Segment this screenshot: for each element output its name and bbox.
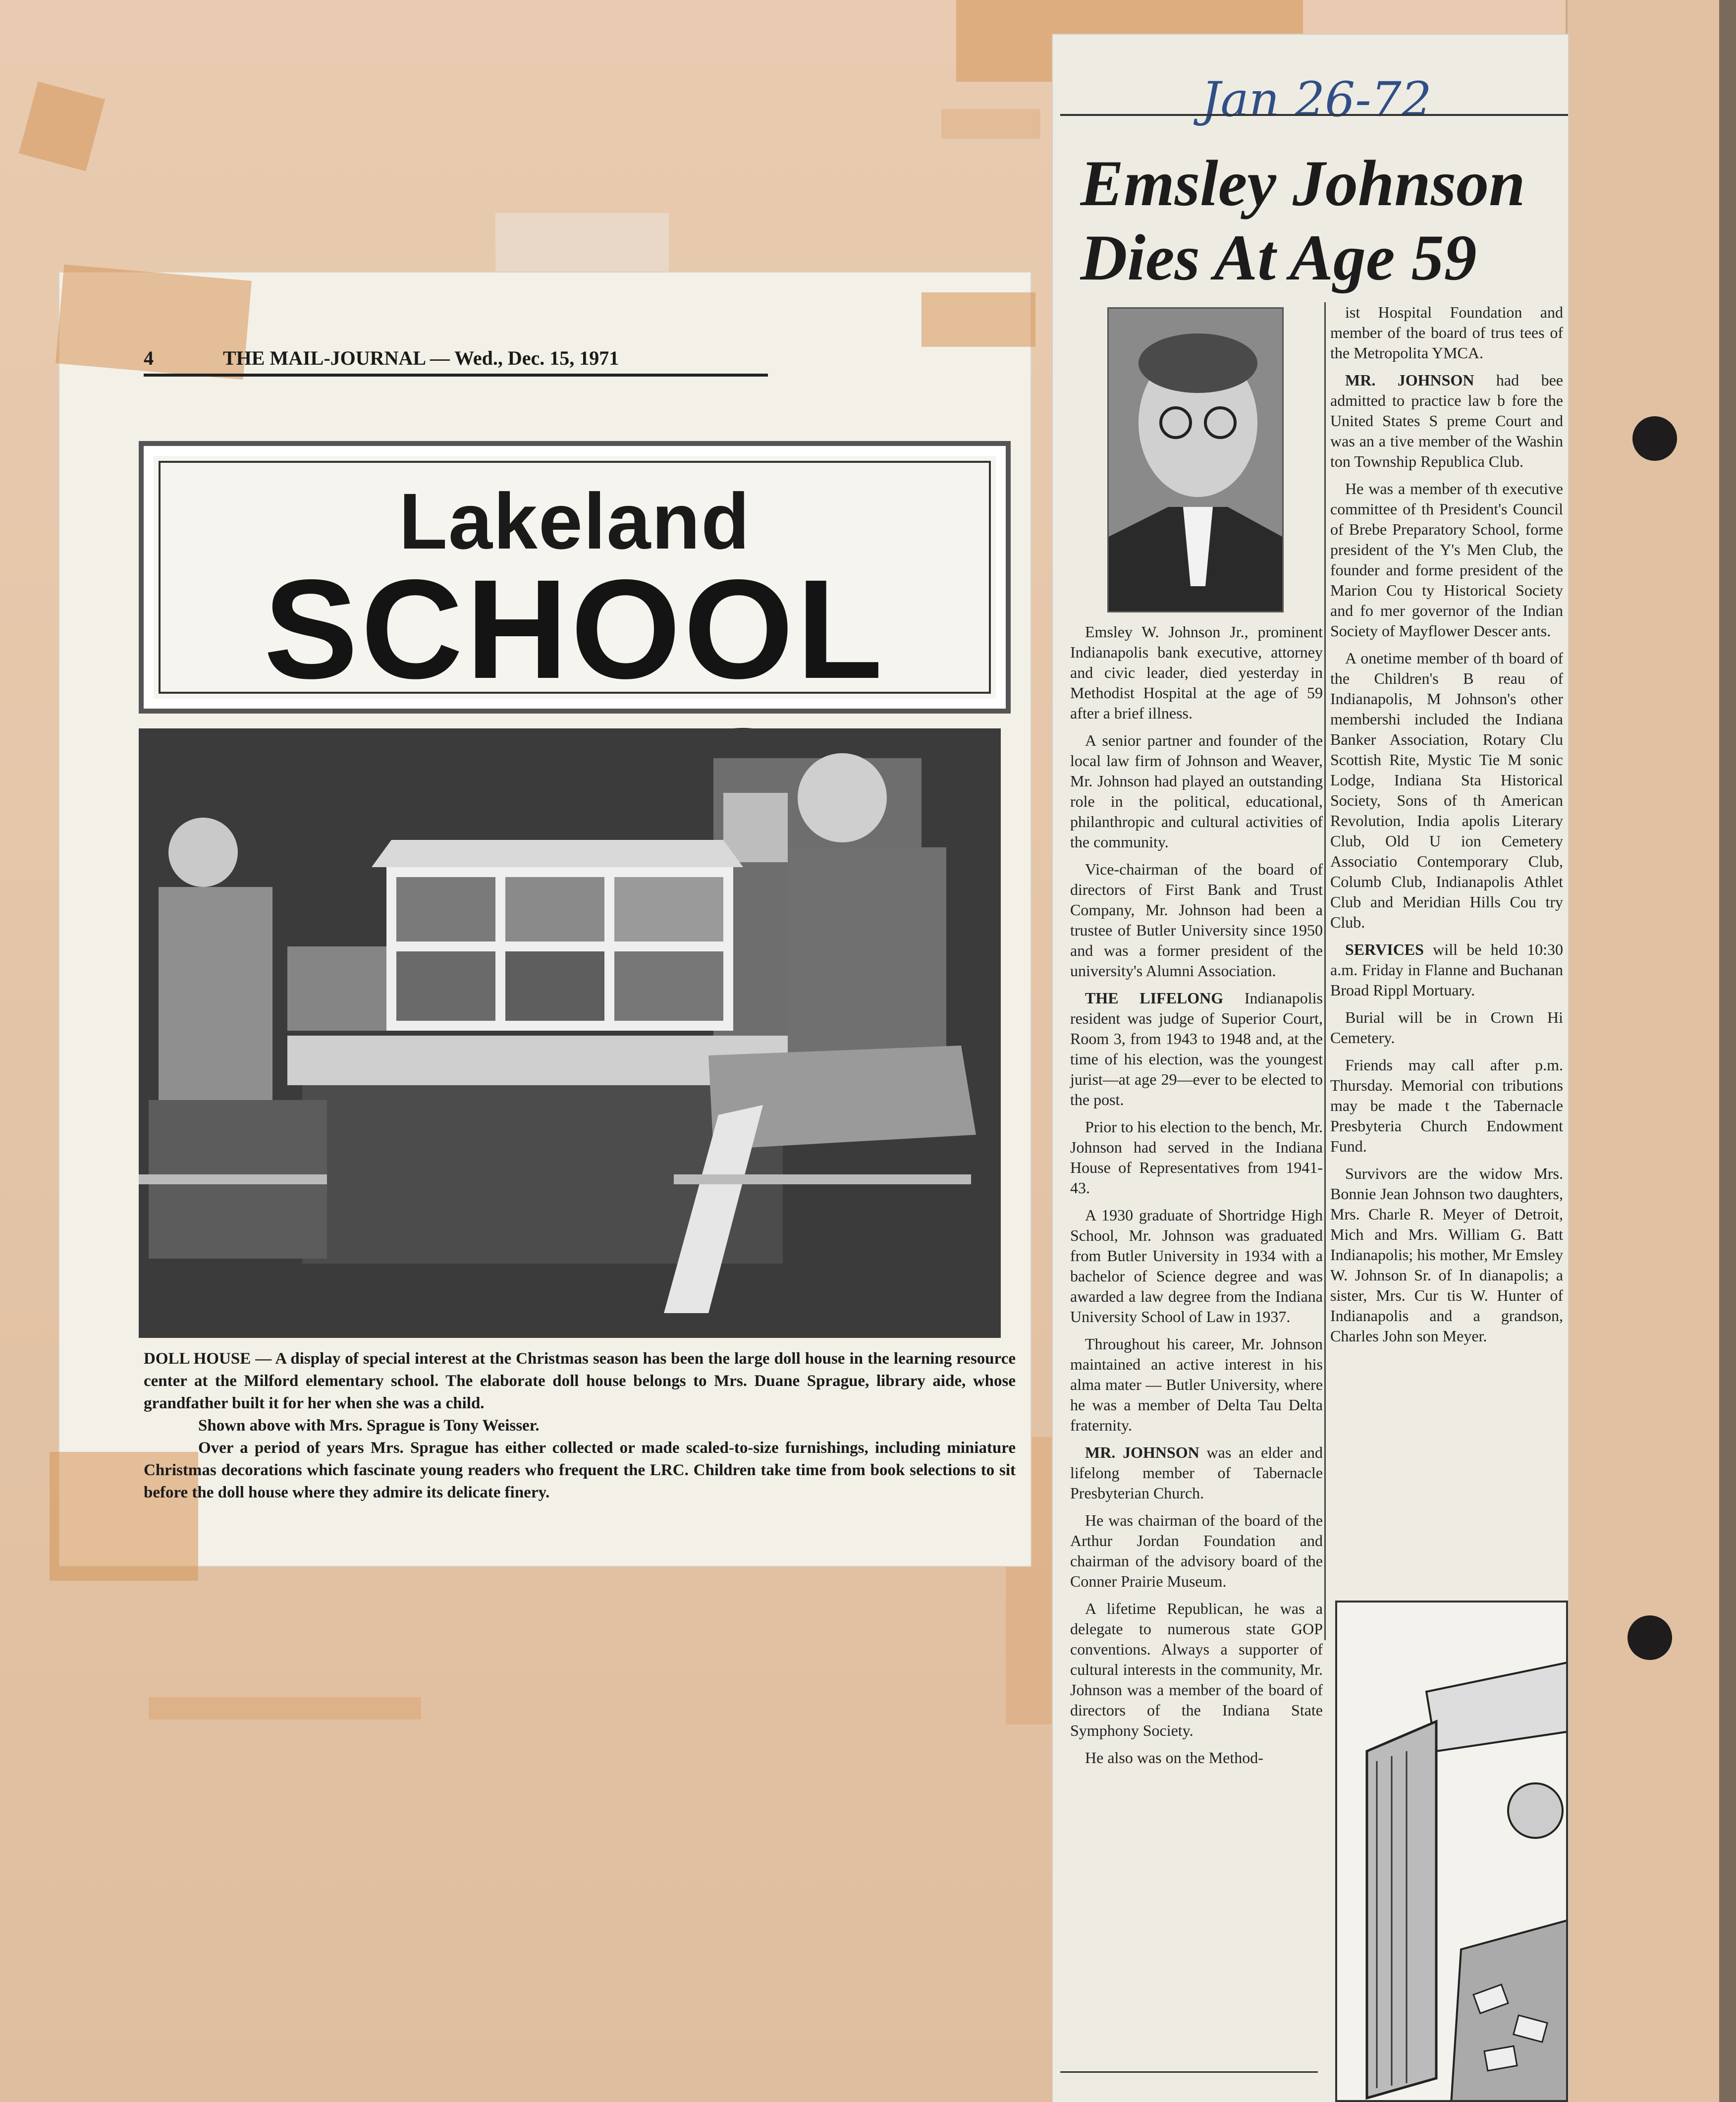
cartoon-illustration (1335, 1601, 1568, 2102)
tape-remnant (941, 109, 1040, 139)
tape-remnant (149, 1697, 421, 1719)
page-number: 4 (144, 347, 154, 369)
paragraph-lead: SERVICES (1345, 940, 1424, 958)
obituary-paragraph (1330, 1055, 1563, 1157)
masthead-lakeland: Lakeland (399, 477, 751, 565)
paragraph-text: Throughout his career, Mr. Johnson maintained an active interest in his alma mater — Butler University, where he was a member of Delta Tau Delta fraternity. (1070, 1335, 1323, 1434)
obituary-paragraph (1070, 1334, 1323, 1436)
paragraph-text: Indianapolis resident was judge of Superior Court, Room 3, from 1943 to 1948 and, at the time of his election, was the youngest jurist—at age 29—ever to be elected to the post. (1070, 989, 1323, 1108)
obituary-paragraph (1070, 622, 1323, 723)
obituary-paragraph (1330, 302, 1563, 363)
binder-hole-top (1632, 416, 1677, 461)
top-rule (1060, 114, 1568, 116)
obituary-column-2 (1330, 302, 1563, 1353)
obituary-column-1 (1070, 622, 1323, 1775)
tape-remnant (19, 81, 105, 171)
paragraph-text: Emsley W. Johnson Jr., prominent Indianapolis bank executive, attorney and civic leader, died yesterday in Methodist Hospital at the age of 59 after a brief illness. (1070, 623, 1323, 722)
obituary-paragraph (1330, 940, 1563, 1000)
obituary-paragraph (1070, 1510, 1323, 1592)
headline-line-2: Dies At Age 59 (1080, 221, 1477, 294)
paragraph-text: had bee admitted to practice law b fore the United States S preme Court and was an a tive member of the Washin ton Township Republica Club. (1330, 371, 1563, 470)
tape-piece (922, 292, 1035, 347)
obituary-headline (1080, 146, 1571, 295)
caption-paragraph: Shown above with Mrs. Sprague is Tony Weisser. (198, 1417, 540, 1435)
paragraph-lead: MR. JOHNSON (1085, 1443, 1199, 1461)
obituary-paragraph (1330, 1007, 1563, 1048)
paragraph-text: A 1930 graduate of Shortridge High School, Mr. Johnson was graduated from Butler University in 1934 with a bachelor of Science degree and was awarded a law degree from the Indiana University School of Law in 1937. (1070, 1206, 1323, 1326)
page-margin-strip (1566, 0, 1721, 2102)
paragraph-text: Burial will be in Crown Hi Cemetery. (1330, 1008, 1563, 1047)
page-edge (1719, 0, 1736, 2102)
school-news-clipping (59, 273, 1031, 1566)
bottom-rule (1060, 2071, 1318, 2073)
paragraph-text: Vice-chairman of the board of directors of First Bank and Trust Company, Mr. Johnson had been a trustee of Butler University since 1950 and was a former president of the university's Alumni Association. (1070, 860, 1323, 980)
doll-house-photo (139, 728, 1001, 1338)
obituary-paragraph (1070, 730, 1323, 852)
paragraph-text: He was chairman of the board of the Arthur Jordan Foundation and chairman of the advisory board of the Conner Prairie Museum. (1070, 1511, 1323, 1590)
obituary-paragraph (1330, 648, 1563, 933)
masthead-school-news: SCHOOL (264, 551, 886, 708)
obituary-paragraph (1070, 1599, 1323, 1741)
photo-caption (144, 1348, 1016, 1504)
portrait-photo (1107, 307, 1284, 612)
obituary-paragraph (1330, 479, 1563, 641)
caption-paragraph: DOLL HOUSE — A display of special interest at the Christmas season has been the large doll house in the learning resource center at the Milford elementary school. The elaborate doll house belongs to Mrs. Duane Sprague, library aide, whose grandfather built it for her when she was a child. (144, 1350, 1016, 1412)
paragraph-lead: MR. JOHNSON (1345, 371, 1474, 389)
obituary-paragraph (1070, 1748, 1323, 1768)
paragraph-text: A senior partner and founder of the local law firm of Johnson and Weaver, Mr. Johnson had played an outstanding role in the political, educational, philanthropic and cultural activities of the community. (1070, 731, 1323, 851)
obituary-clipping (1053, 35, 1568, 2102)
paragraph-text: Friends may call after p.m. Thursday. Memorial con tributions may be made t the Tabernacle Presbyteria Church Endowment Fund. (1330, 1056, 1563, 1155)
obituary-paragraph (1070, 1117, 1323, 1198)
paragraph-lead: THE LIFELONG (1085, 989, 1224, 1007)
paragraph-text: will be held 10:30 a.m. Friday in Flanne and Buchanan Broad Rippl Mortuary. (1330, 940, 1563, 999)
dateline-text: THE MAIL-JOURNAL — Wed., Dec. 15, 1971 (223, 347, 619, 369)
obituary-paragraph (1330, 1163, 1563, 1346)
caption-paragraph: Over a period of years Mrs. Sprague has either collected or made scaled-to-size furnishings, including miniature Christmas decorations which fascinate young readers who frequent the LRC. Children take time from book selections to sit before the doll house where they admire its delicate finery. (144, 1439, 1016, 1501)
obituary-paragraph (1070, 1205, 1323, 1327)
paragraph-text: Survivors are the widow Mrs. Bonnie Jean Johnson two daughters, Mrs. Charle R. Meyer of Detroit, Mich and Mrs. William G. Batt Indianapolis; his mother, Mr Emsley W. Johnson Sr. of In dianapolis; a sister, Mrs. Cur tis W. Hunter of Indianapolis and a grandson, Charles John son Meyer. (1330, 1164, 1563, 1345)
paragraph-text: He was a member of th executive committee of th President's Council of Brebe Preparatory School, forme president of the Y's Men Club, the founder and forme president of the Marion Cou ty Historical Society and fo mer governor of the Indian Society of Mayflower Descer ants. (1330, 480, 1563, 640)
paragraph-text: was an elder and lifelong member of Tabernacle Presbyterian Church. (1070, 1443, 1323, 1502)
newspaper-dateline (144, 342, 768, 377)
binder-hole-bottom (1628, 1615, 1672, 1660)
masthead (144, 446, 1006, 709)
paragraph-text: ist Hospital Foundation and member of the board of trus tees of the Metropolita YMCA. (1330, 303, 1563, 362)
handwritten-date: Jan 26-72 (1201, 72, 1432, 127)
paragraph-text: He also was on the Method- (1085, 1749, 1263, 1767)
obituary-paragraph (1070, 1442, 1323, 1503)
paragraph-text: A onetime member of th board of the Children's B reau of Indianapolis, M Johnson's other membershi included the Indiana Banker Association, Rotary Clu Scottish Rite, Mystic Tie M sonic Lodge, Indiana Sta Historical Society, Sons of th American Revolution, India apolis Literary Club, Old U ion Cemetery Associatio Contemporary Club, Columb Club, Indianapolis Athlet Club and Meridian Hills Cou try Club. (1330, 649, 1563, 931)
obituary-paragraph (1070, 988, 1323, 1110)
obituary-paragraph (1330, 370, 1563, 472)
headline-line-1: Emsley Johnson (1080, 147, 1525, 220)
obituary-paragraph (1070, 859, 1323, 981)
paragraph-text: A lifetime Republican, he was a delegate to numerous state GOP conventions. Always a supporter of cultural interests in the community, Mr. Johnson was a member of the board of directors of the Indiana State Symphony Society. (1070, 1600, 1323, 1739)
column-rule (1324, 302, 1326, 1640)
paragraph-text: Prior to his election to the bench, Mr. Johnson had served in the Indiana House of Representatives from 1941-43. (1070, 1118, 1323, 1197)
